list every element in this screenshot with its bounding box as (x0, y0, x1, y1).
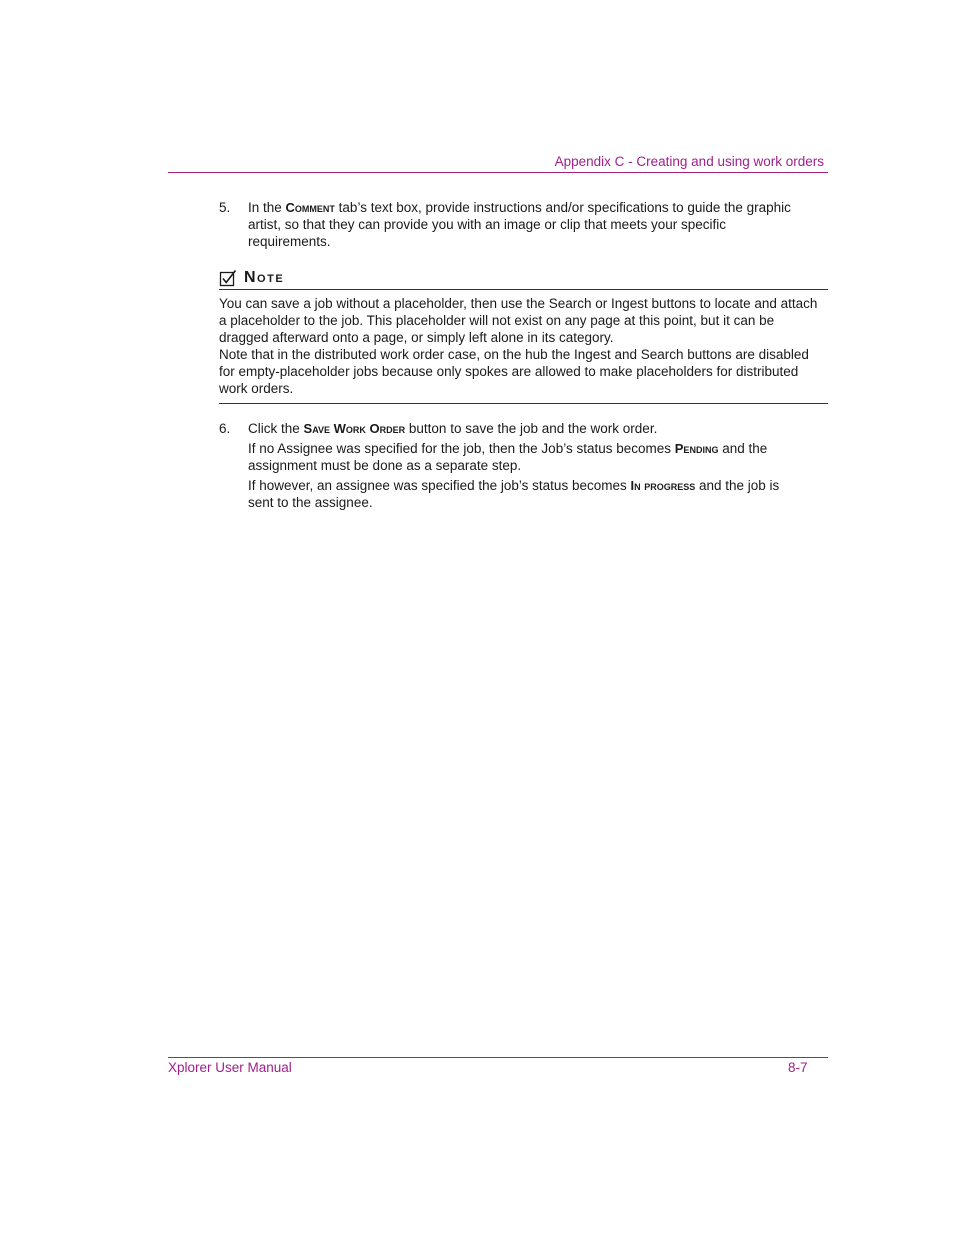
step-number: 5. (219, 200, 231, 215)
step-text-line-2: If no Assignee was specified for the job, then the Job’s status becomes Pending and the assignment must be done as a separate step. (248, 441, 768, 473)
header-rule (168, 172, 828, 173)
step-body (248, 420, 799, 511)
step-6 (219, 420, 799, 514)
step-text-line-3: If however, an assignee was specified the job’s status becomes In progress and the job is sent to the assignee. (248, 478, 780, 510)
note-top-rule (219, 289, 828, 290)
note-bottom-rule (219, 403, 828, 404)
footer-manual-title: Xplorer User Manual (168, 1060, 292, 1075)
header-title: Appendix C - Creating and using work orders (554, 154, 824, 169)
note-label: Note (244, 269, 285, 286)
step-text: In the Comment tab’s text box, provide instructions and/or specifications to guide the graphic artist, so that they can provide you with an image or clip that meets your specific requirements. (248, 200, 791, 249)
note-heading (219, 268, 284, 288)
ui-term-comment: Comment (285, 200, 335, 215)
step-number: 6. (219, 421, 231, 436)
step-body (248, 199, 799, 250)
step-text-line-1: Click the Save Work Order button to save the job and the work order. (248, 421, 658, 436)
footer-rule (168, 1057, 828, 1058)
ui-term-in-progress: In progress (630, 478, 696, 493)
note-body (219, 295, 819, 397)
step-5 (219, 199, 799, 253)
ui-term-pending: Pending (674, 441, 719, 456)
ui-term-save-work-order: Save Work Order (303, 421, 406, 436)
footer-page-number: 8-7 (788, 1060, 808, 1075)
note-paragraph-1: You can save a job without a placeholder, then use the Search or Ingest buttons to locate and attach a placeholder to the job. This placeholder will not exist on any page at this point, but it can be dragged afterward onto a page, or simply left alone in its category. (219, 296, 818, 345)
note-paragraph-2: Note that in the distributed work order case, on the hub the Ingest and Search buttons are disabled for empty-placeholder jobs because only spokes are allowed to make placeholders for distributed work orders. (219, 347, 809, 396)
checkbox-checked-icon (219, 269, 237, 287)
